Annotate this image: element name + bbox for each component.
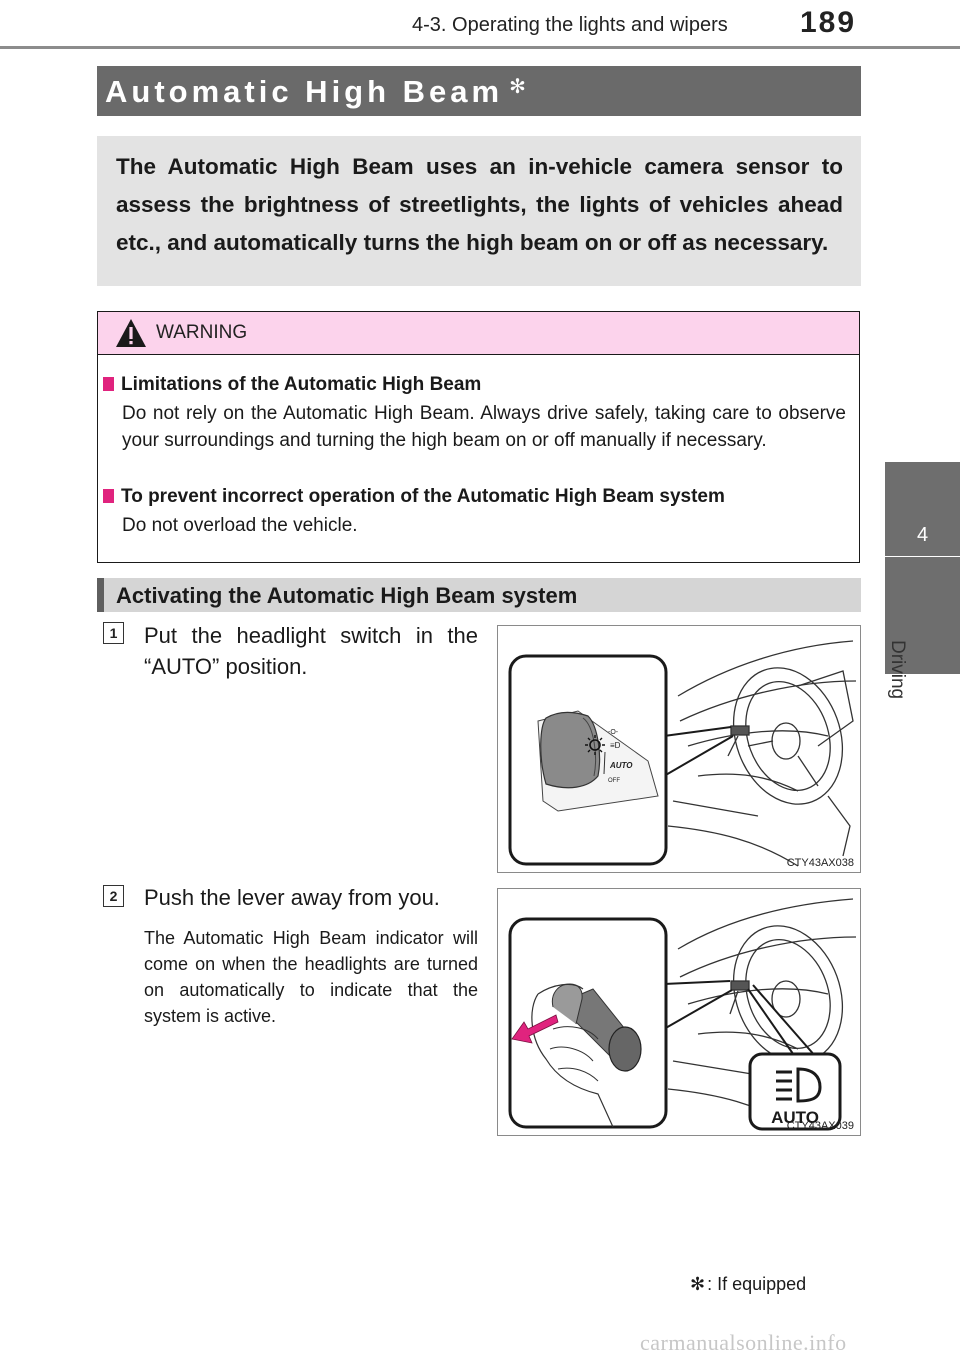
svg-text:-O-: -O- — [608, 729, 619, 736]
figure-caption: CTY43AX038 — [786, 857, 854, 869]
footnote — [690, 1274, 806, 1295]
equipped-marker: ✻ — [690, 1274, 706, 1294]
warning-triangle-icon — [115, 318, 147, 348]
warning-item-title-text: Limitations of the Automatic High Beam — [121, 374, 482, 395]
lever-push-illustration — [497, 888, 861, 1136]
footnote-text: : If equipped — [707, 1274, 807, 1294]
page-title-text: Automatic High Beam — [105, 74, 504, 109]
warning-item-title — [103, 486, 725, 508]
svg-text:≡D: ≡D — [610, 741, 621, 750]
step-number: 2 — [103, 885, 124, 907]
header-rule — [0, 46, 960, 49]
watermark: carmanualsonline.info — [640, 1330, 847, 1355]
step-number: 1 — [103, 622, 124, 644]
intro-text: The Automatic High Beam uses an in-vehicle camera sensor to assess the brightness of streetlights, the lights of vehicles ahead etc., and automatically turns the high beam on or off as necessary. — [116, 154, 843, 255]
headlight-switch-drawing — [498, 626, 860, 872]
section-heading-accent — [97, 578, 104, 612]
step-text: Put the headlight switch in the “AUTO” position. — [144, 623, 478, 679]
bullet-square-icon — [103, 377, 114, 391]
page-number: 189 — [800, 6, 857, 39]
figure-caption: CTY43AX039 — [786, 1120, 854, 1132]
headlight-switch-illustration — [497, 625, 861, 873]
section-heading: Activating the Automatic High Beam system — [116, 583, 578, 608]
warning-item-body: Do not overload the vehicle. — [122, 515, 358, 536]
chapter-tab-divider — [885, 556, 960, 557]
warning-label: WARNING — [156, 322, 248, 343]
auto-high-beam-indicator-label: AUTO — [771, 1108, 819, 1127]
page-title — [105, 74, 526, 110]
chapter-number: 4 — [916, 524, 929, 546]
step-text: Push the lever away from you. — [144, 885, 440, 910]
svg-text:OFF: OFF — [608, 778, 620, 784]
chapter-label: Driving — [887, 640, 908, 700]
running-header-section: 4-3. Operating the lights and wipers — [412, 14, 728, 36]
equipped-marker: ✻ — [509, 76, 526, 98]
auto-switch-position: AUTO — [610, 761, 633, 770]
warning-item-title-text: To prevent incorrect operation of the Automatic High Beam system — [121, 486, 725, 507]
bullet-square-icon — [103, 489, 114, 503]
warning-item-title — [103, 374, 481, 396]
step-note: The Automatic High Beam indicator will come on when the headlights are turned on automatically to indicate that the system is active. — [144, 928, 478, 1026]
lever-push-drawing — [498, 889, 860, 1135]
warning-item-body: Do not rely on the Automatic High Beam. Always drive safely, taking care to observe your surroundings and turning the high beam on or off manually if necessary. — [122, 403, 846, 451]
